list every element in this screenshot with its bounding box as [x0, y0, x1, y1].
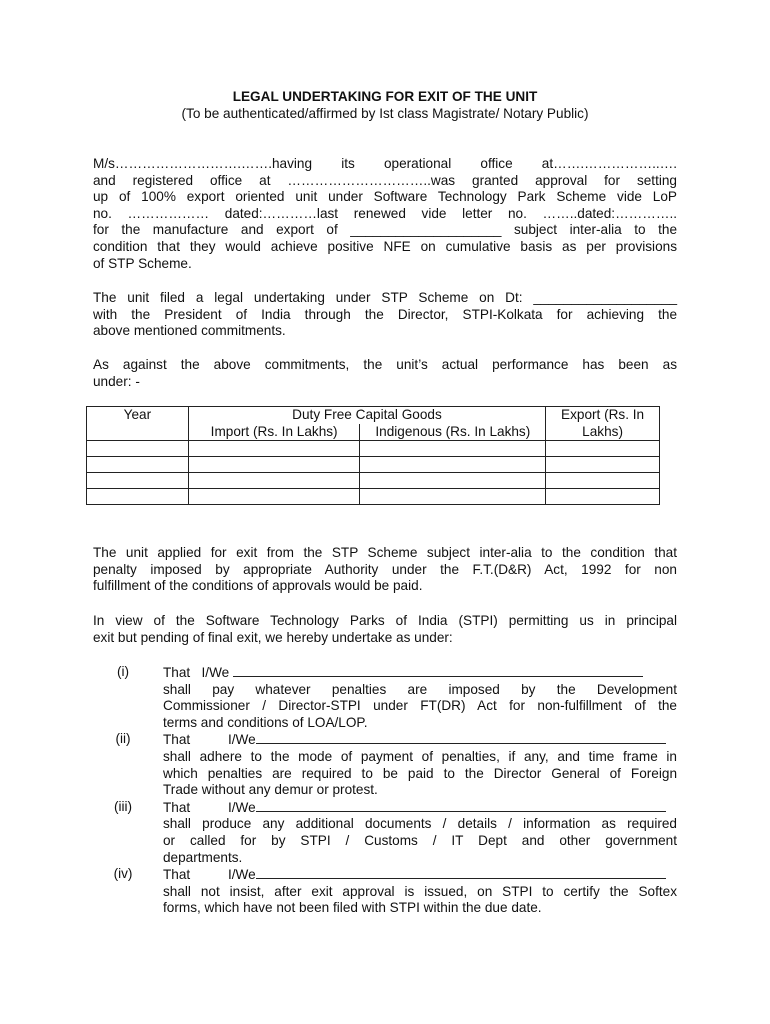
text-line: departments. [163, 849, 243, 865]
text-line: Trade without any demur or protest. [163, 782, 378, 798]
table-cell[interactable] [360, 473, 546, 489]
item-lead-line [163, 731, 677, 749]
table-cell[interactable] [87, 489, 189, 505]
table-cell[interactable] [360, 441, 546, 457]
text-line: for the manufacture and export of ____________________ subject inter-alia to the [93, 222, 677, 238]
name-blank-field[interactable] [256, 731, 666, 744]
item-lead-line [163, 799, 677, 817]
text-line: of STP Scheme. [93, 255, 192, 271]
undertaking-item [93, 731, 677, 798]
item-lead: That I/We [163, 867, 256, 883]
table-cell[interactable] [546, 489, 660, 505]
text-line: which penalties are required to be paid to the Director General of Foreign [163, 765, 677, 781]
text-line: and registered office at …………………………..was granted approval for setting [93, 172, 677, 188]
table-cell[interactable] [546, 473, 660, 489]
item-number: (ii) [115, 731, 131, 747]
text-line: terms and conditions of LOA/LOP. [163, 714, 368, 730]
text-line: under: - [93, 373, 140, 389]
name-blank-field[interactable] [256, 799, 666, 812]
text-line: In view of the Software Technology Parks of India (STPI) permitting us in principal [93, 613, 677, 628]
text-line: or called for by STPI / Customs / IT Dept and other government [163, 832, 677, 848]
item-lead-line [163, 664, 677, 682]
item-number: (i) [116, 664, 130, 679]
text-line: forms, which have not been filed with STPI within the due date. [163, 900, 542, 916]
undertakings-list [93, 664, 677, 917]
undertaking-item [93, 799, 677, 866]
item-lead: That I/We [163, 799, 256, 815]
table-row [87, 489, 660, 505]
table-cell[interactable] [546, 441, 660, 457]
table-header-row [87, 407, 660, 424]
table-cell[interactable] [87, 457, 189, 473]
text-line: The unit filed a legal undertaking under STP Scheme on Dt: ___________________ [93, 290, 677, 305]
table-cell[interactable] [188, 457, 360, 473]
text-line: shall pay whatever penalties are imposed by the Development [163, 681, 677, 697]
paragraph-performance-intro [93, 357, 677, 390]
text-line: no. ……………… dated:…………last renewed vide letter no. ……..dated:………….. [93, 205, 677, 221]
undertaking-item [93, 866, 677, 917]
header-export: Export (Rs. In Lakhs) [546, 407, 660, 441]
table-cell[interactable] [188, 441, 360, 457]
name-blank-field[interactable] [233, 664, 643, 677]
table-row [87, 457, 660, 473]
text-line: with the President of India through the Director, STPI-Kolkata for achieving the [93, 306, 677, 322]
item-lead-line [163, 866, 677, 884]
name-blank-field[interactable] [256, 866, 666, 879]
text-line: up of 100% export oriented unit under Software Technology Park Scheme vide LoP [93, 189, 677, 205]
text-line: The unit applied for exit from the STP Scheme subject inter-alia to the condition that [93, 545, 677, 560]
text-line: shall adhere to the mode of payment of penalties, if any, and time frame in [163, 748, 677, 764]
paragraph-exit-application [93, 545, 677, 595]
undertaking-item [93, 664, 677, 731]
text-line: penalty imposed by appropriate Authority under the F.T.(D&R) Act, 1992 for non [93, 561, 677, 577]
item-number: (iv) [113, 866, 133, 882]
header-year: Year [87, 407, 189, 441]
text-line: condition that they would achieve positive NFE on cumulative basis as per provisions [93, 238, 677, 254]
paragraph-undertake-intro [93, 613, 677, 646]
header-import: Import (Rs. In Lakhs) [188, 424, 360, 441]
text-line: shall produce any additional documents / details / information as required [163, 816, 677, 832]
text-line: shall not insist, after exit approval is issued, on STPI to certify the Softex [163, 883, 677, 899]
paragraph-company-details [93, 156, 677, 272]
table-cell[interactable] [188, 489, 360, 505]
header-duty-free-capital-goods: Duty Free Capital Goods [188, 407, 545, 424]
text-line: exit but pending of final exit, we hereby undertake as under: [93, 629, 453, 645]
text-line: fulfillment of the conditions of approvals would be paid. [93, 578, 423, 594]
table-row [87, 473, 660, 489]
paragraph-legal-undertaking [93, 290, 677, 340]
item-lead: That I/We [163, 665, 230, 680]
header-indigenous: Indigenous (Rs. In Lakhs) [360, 424, 546, 441]
text-line: above mentioned commitments. [93, 323, 286, 339]
document-subtitle: (To be authenticated/affirmed by Ist class Magistrate/ Notary Public) [181, 106, 589, 121]
text-line: As against the above commitments, the unit’s actual performance has been as [93, 357, 677, 372]
document-title: LEGAL UNDERTAKING FOR EXIT OF THE UNIT [232, 89, 538, 104]
item-lead: That I/We [163, 732, 256, 748]
table-cell[interactable] [87, 441, 189, 457]
table-cell[interactable] [546, 457, 660, 473]
text-line: M/s……………………….…….having its operational office at…….……………..…. [93, 156, 677, 171]
table-cell[interactable] [188, 473, 360, 489]
table-cell[interactable] [360, 489, 546, 505]
table-row [87, 441, 660, 457]
table-cell[interactable] [360, 457, 546, 473]
table-cell[interactable] [87, 473, 189, 489]
item-number: (iii) [113, 798, 133, 814]
text-line: Commissioner / Director-STPI under FT(DR) Act for non-fulfillment of the [163, 698, 677, 714]
performance-table [86, 406, 660, 505]
